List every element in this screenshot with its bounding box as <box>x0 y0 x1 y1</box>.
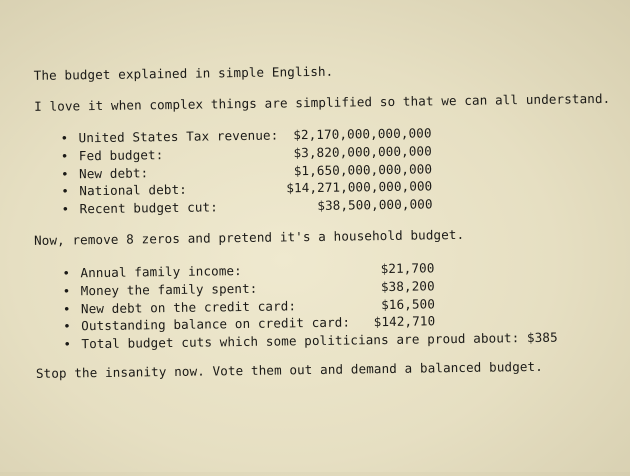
document-title: The budget explained in simple English. <box>34 64 334 83</box>
bullet-icon: • <box>63 282 71 300</box>
item-value: $1,650,000,000,000 <box>261 160 432 180</box>
item-value: $21,700 <box>322 259 434 278</box>
item-value: $38,200 <box>323 277 435 296</box>
item-label: Annual family income: <box>80 262 242 282</box>
closing-text: Stop the insanity now. Vote them out and demand a balanced budget. <box>36 359 543 381</box>
bullet-icon: • <box>61 165 69 183</box>
bullet-icon: • <box>61 201 69 219</box>
intro-text: I love it when complex things are simplified so that we can all understand. <box>34 91 610 114</box>
bullet-icon: • <box>61 183 69 201</box>
item-label: National debt: <box>79 181 187 200</box>
item-label: New debt: <box>79 164 148 183</box>
item-label: United States Tax revenue: <box>78 127 278 148</box>
item-label: Money the family spent: <box>81 280 258 300</box>
transition-text: Now, remove 8 zeros and pretend it's a household budget. <box>34 227 464 248</box>
bullet-icon: • <box>63 300 71 318</box>
item-value: $2,170,000,000,000 <box>260 124 431 144</box>
item-value: $142,710 <box>323 313 435 332</box>
item-label: Fed budget: <box>79 146 164 165</box>
bullet-icon: • <box>61 147 69 165</box>
item-value: $3,820,000,000,000 <box>261 142 432 162</box>
national-budget-list <box>60 130 61 219</box>
item-value: $38,500,000,000 <box>261 196 432 216</box>
item-value: $14,271,000,000,000 <box>261 178 432 198</box>
bullet-icon: • <box>63 336 71 354</box>
item-value: $16,500 <box>323 295 435 314</box>
bullet-icon: • <box>63 318 71 336</box>
item-label: New debt on the credit card: <box>81 297 296 318</box>
bullet-icon: • <box>62 264 70 282</box>
household-budget-list <box>62 265 63 354</box>
item-label: Outstanding balance on credit card: <box>81 314 350 336</box>
item-label: Total budget cuts which some politicians are proud about: $385 <box>81 329 557 353</box>
bullet-icon: • <box>60 129 68 147</box>
item-label: Recent budget cut: <box>79 199 218 219</box>
